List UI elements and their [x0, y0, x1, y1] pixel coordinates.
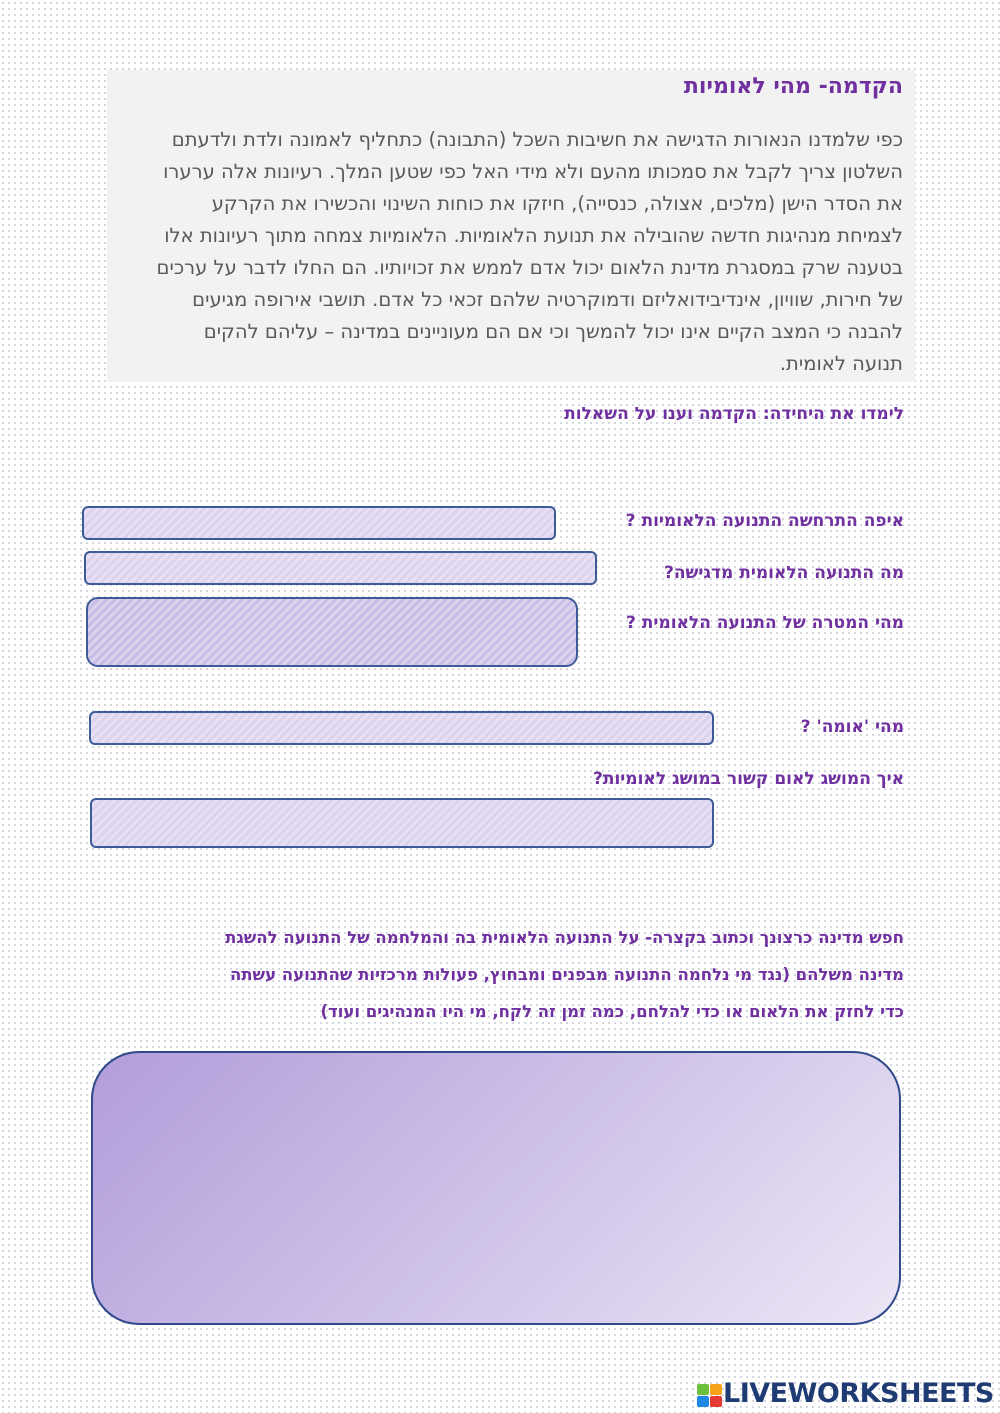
answer-input[interactable]: [90, 798, 714, 848]
answer-input[interactable]: [84, 551, 597, 585]
logo-text: LIVEWORKSHEETS: [723, 1378, 994, 1409]
question-label: מהי המטרה של התנועה הלאומית ?: [626, 613, 904, 633]
intro-paragraph-line: לצמיחת מנהיגות חדשה שהובילה את תנועת הלאומיות. הלאומיות צמחה מתוך רעיונות אלו: [164, 224, 903, 247]
intro-title: הקדמה- מהי לאומיות: [683, 74, 903, 99]
intro-paragraph-line: בטענה שרק במסגרת מדינת הלאום יכול אדם לממש את זכויותיו. הם החלו לדבר על ערכים: [156, 256, 903, 279]
answer-input[interactable]: [82, 506, 556, 540]
question-label: מה התנועה הלאומית מדגישה?: [664, 563, 904, 583]
answer-input[interactable]: [86, 597, 578, 667]
task-text-line: מדינה משלהם (נגד מי נלחמה התנועה מבפנים ומבחוץ, פעולות מרכזיות שהתנועה עשתה: [229, 965, 904, 984]
intro-paragraph-line: תנועה לאומית.: [779, 352, 903, 375]
task-text-line: חפש מדינה כרצונך וכתוב בקצרה- על התנועה הלאומית בה והמלחמה של התנועה להשגת: [225, 928, 904, 947]
task-text-line: כדי לחזק את הלאום או כדי להלחם, כמה זמן זה לקח, מי היו המנהיגים ועוד): [320, 1002, 904, 1021]
question-label: מהי 'אומה' ?: [800, 717, 904, 737]
intro-paragraph-line: כפי שלמדנו הנאורות הדגישה את חשיבות השכל (התבונה) כתחליף לאמונה ולדת ולדעתם: [171, 128, 903, 151]
intro-paragraph-line: השלטון צריך לקבל את סמכותו מהעם ולא מידי האל כפי שטען המלך. רעיונות אלה ערערו: [163, 160, 903, 183]
question-label: איך המושג לאום קשור במושג לאומיות?: [592, 769, 904, 789]
question-label: איפה התרחשה התנועה הלאומיות ?: [625, 511, 904, 531]
intro-paragraph-line: את הסדר הישן (מלכים, אצולה, כנסייה), חיזקו את כוחות השינוי והכשירו את הקרקע: [211, 192, 903, 215]
logo-mark-icon: [697, 1384, 723, 1408]
intro-paragraph-line: להבנה כי המצב הקיים אינו יכול להמשך וכי אם הם מעוניינים במדינה – עליהם להקים: [203, 320, 903, 343]
intro-paragraph-line: של חירות, שוויון, אינדיבידואליזם ודמוקרטיה שלהם זכאי כל אדם. תושבי אירופה מגיעים: [192, 288, 903, 311]
essay-answer-textarea[interactable]: [91, 1051, 901, 1325]
intro-panel: [107, 70, 915, 382]
instruction-text: לימדו את היחידה: הקדמה וענו על השאלות: [564, 404, 904, 424]
answer-input[interactable]: [89, 711, 714, 745]
